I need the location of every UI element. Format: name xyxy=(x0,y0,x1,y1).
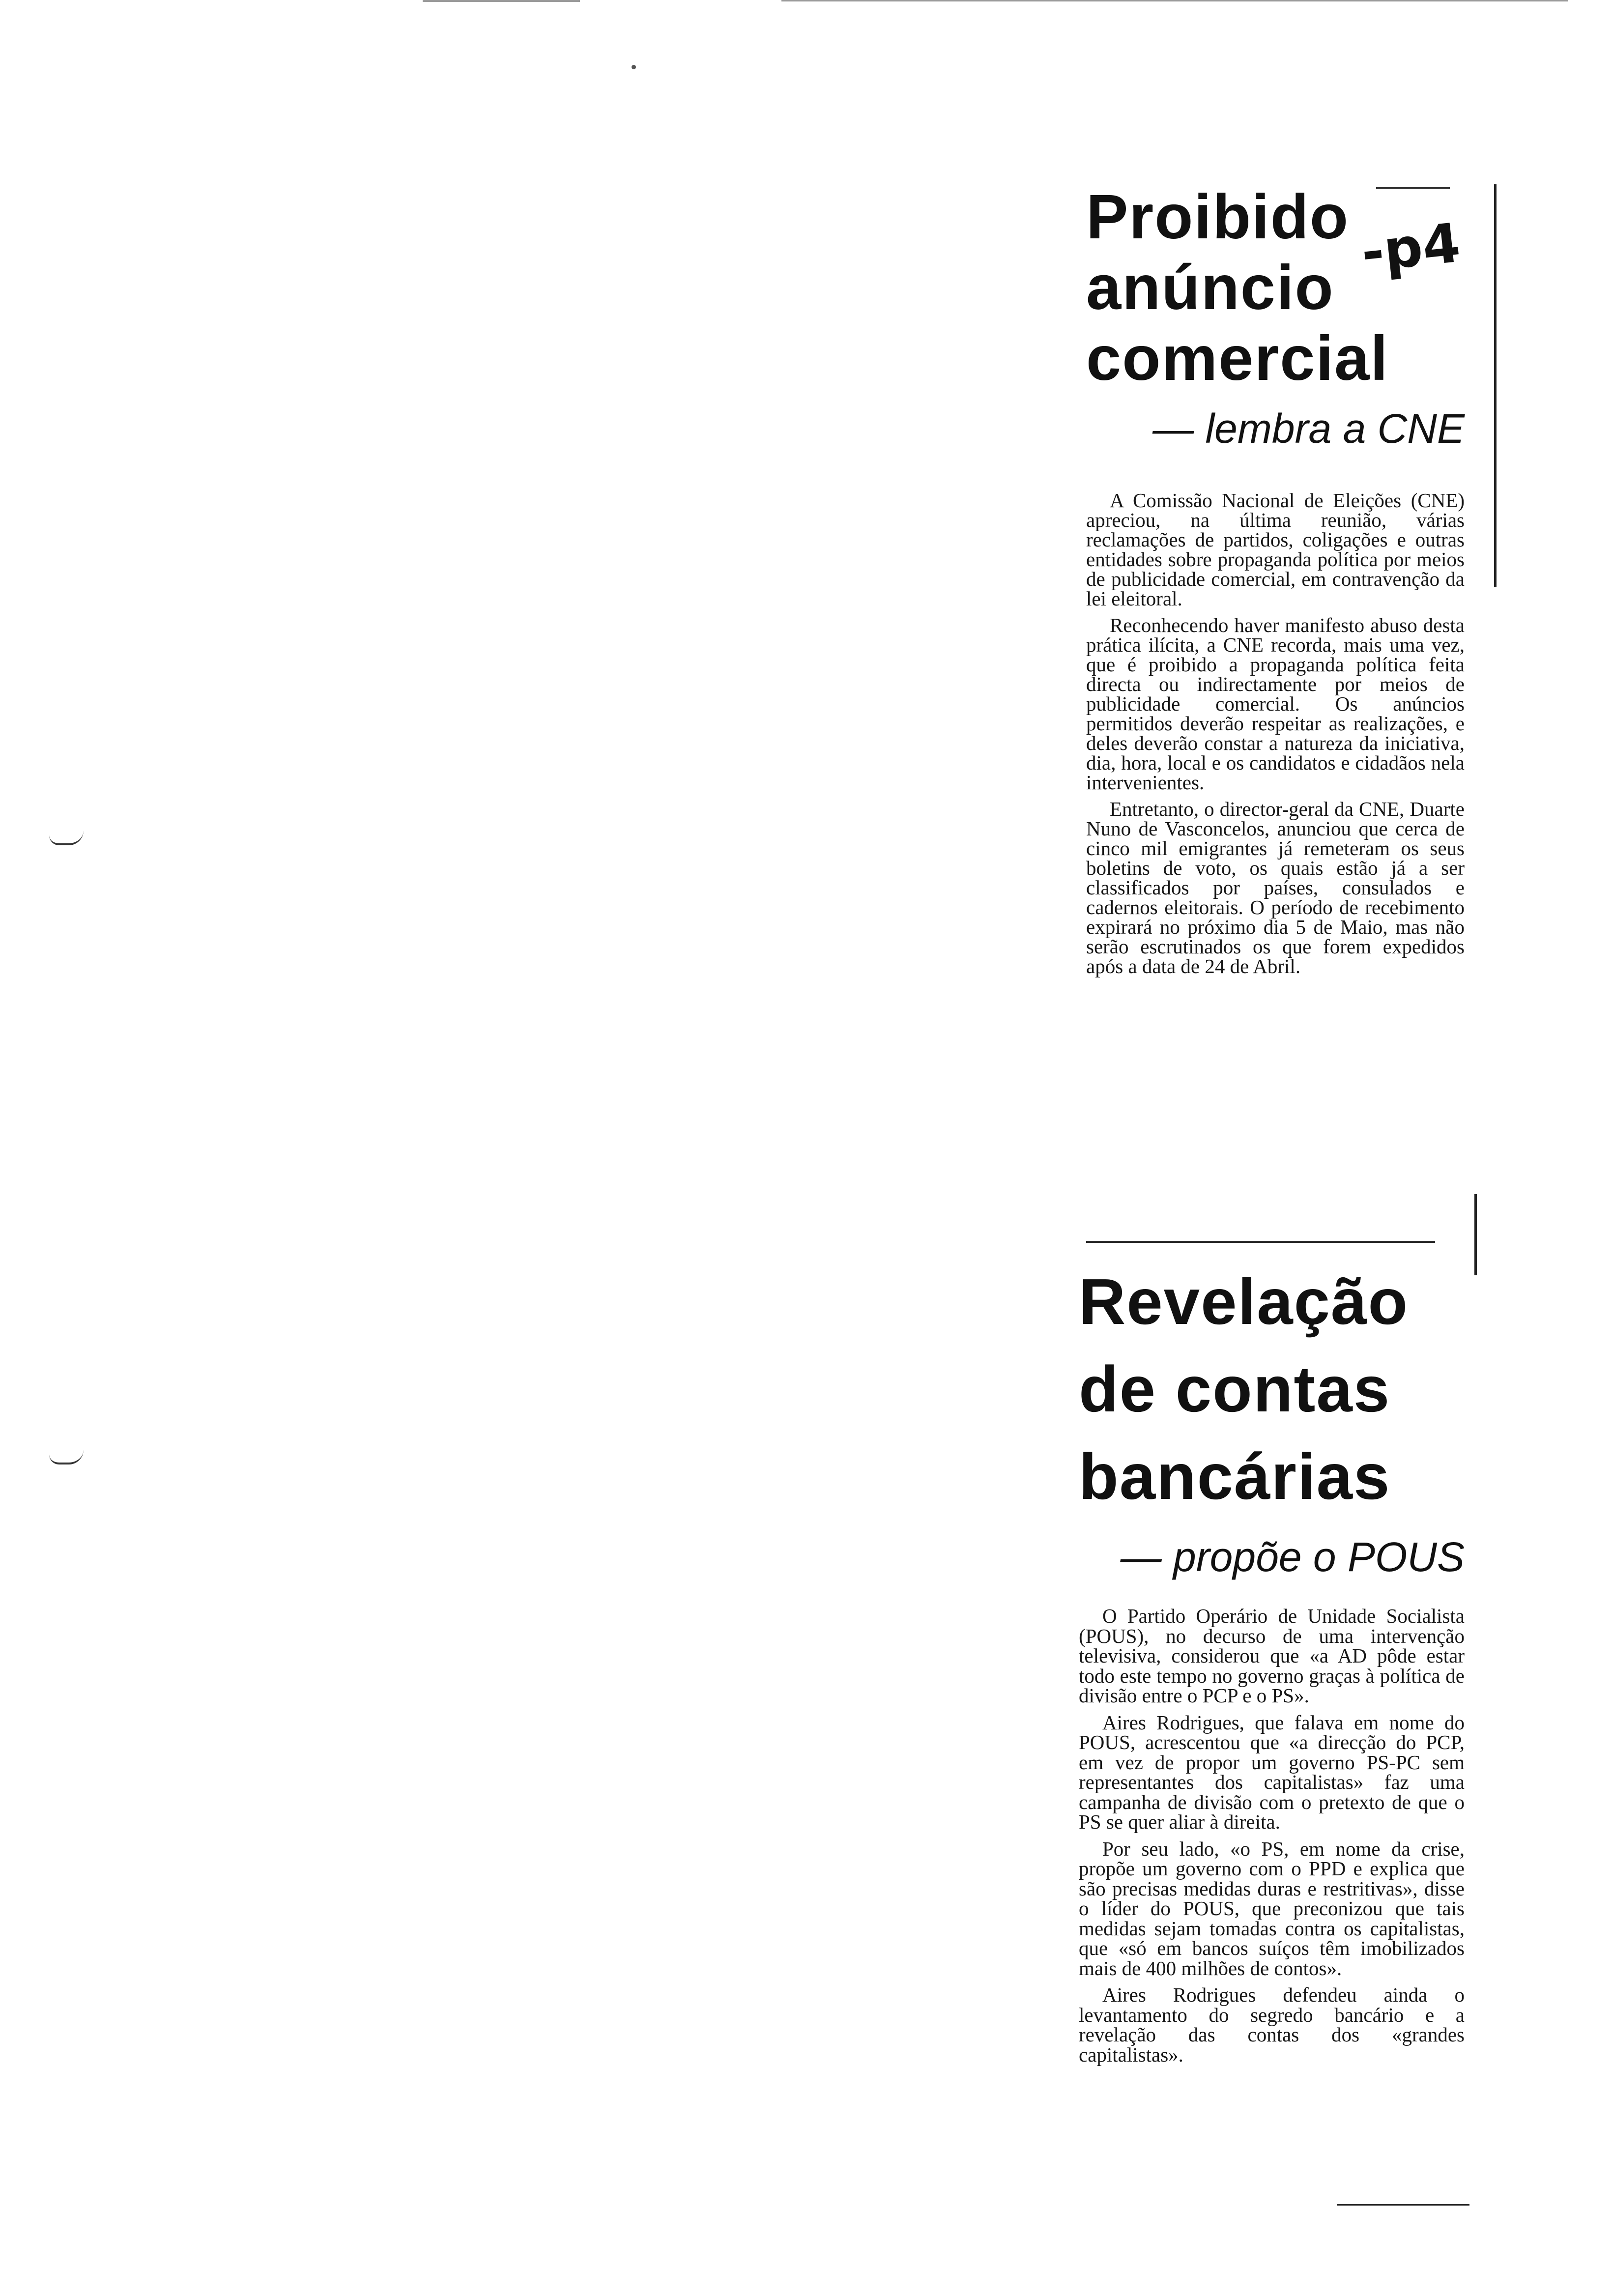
article-2-body xyxy=(1079,1606,1465,2065)
headline-line: Revelação xyxy=(1079,1265,1409,1338)
article-bottom-rule xyxy=(1337,2204,1469,2206)
headline-line: comercial xyxy=(1086,323,1389,394)
article-1-subhead: — lembra a CNE xyxy=(1152,405,1465,452)
paragraph: Reconhecendo haver manifesto abuso desta prática ilícita, a CNE recorda, mais uma vez, que é proibido a propaganda política feita directa ou indirectamente por meios de publicidade comercial. Os anúncios permitidos deverão respeitar as realizações, e deles deverão constar a natureza da iniciativa, dia, hora, local e os candidatos e cidadãos nela intervenientes. xyxy=(1086,614,1465,794)
scan-edge-top-left xyxy=(423,0,580,2)
scan-speck xyxy=(632,65,636,69)
scan-mark-lower xyxy=(49,1450,84,1464)
paragraph: A Comissão Nacional de Eleições (CNE) apreciou, na última reunião, várias reclamações de partidos, coligações e outras entidades sobre propaganda política por meios de publicidade comercial, em contravenção da lei eleitoral. xyxy=(1086,489,1465,610)
headline-line: bancárias xyxy=(1079,1440,1391,1513)
article-pous xyxy=(1079,1258,1465,2071)
article-2-headline xyxy=(1079,1258,1465,1521)
headline-line: de contas xyxy=(1079,1353,1391,1425)
paragraph: Aires Rodrigues, que falava em nome do POUS, acrescentou que «a direcção do PCP, em vez de propor um governo PS-PC sem representantes dos capitalistas» faz uma campanha de divisão com o pretexto de que o PS se quer aliar à direita. xyxy=(1079,1711,1465,1833)
article-separator-rule xyxy=(1086,1241,1435,1243)
column-rule-lower xyxy=(1474,1194,1477,1275)
article-1-headline xyxy=(1086,182,1465,394)
handwritten-page-mark: -p4 xyxy=(1358,211,1464,285)
headline-line: Proibido xyxy=(1086,182,1350,252)
article-1-body xyxy=(1086,490,1465,976)
paragraph: Aires Rodrigues defendeu ainda o levantamento do segredo bancário e a revelação das contas dos «grandes capitalistas». xyxy=(1079,1983,1465,2066)
paragraph: Por seu lado, «o PS, em nome da crise, propõe um governo com o PPD e explica que são precisas medidas duras e restritivas», disse o líder do POUS, que preconizou que tais medidas sejam tomadas contra os capitalistas, que «só em bancos suíços têm imobilizados mais de 400 milhões de contos». xyxy=(1079,1837,1465,1980)
headline-line: anúncio xyxy=(1086,253,1334,323)
article-cne xyxy=(1086,182,1465,983)
paragraph: O Partido Operário de Unidade Socialista (POUS), no decurso de uma intervenção televisiva, considerou que «a AD pôde estar todo este tempo no governo graças à política de divisão entre o PCP e o PS». xyxy=(1079,1605,1465,1707)
paragraph: Entretanto, o director-geral da CNE, Duarte Nuno de Vasconcelos, anunciou que cerca de cinco mil emigrantes já remeteram os seus boletins de voto, os quais estão já a ser classificados por países, consulados e cadernos eleitorais. O período de recebimento expirará no próximo dia 5 de Maio, mas não serão escrutinados os que forem expedidos após a data de 24 de Abril. xyxy=(1086,798,1465,977)
article-2-subhead: — propõe o POUS xyxy=(1120,1534,1465,1580)
scan-edge-top-right xyxy=(781,0,1568,1)
scan-mark-upper xyxy=(49,831,84,845)
column-rule-upper xyxy=(1494,184,1497,587)
